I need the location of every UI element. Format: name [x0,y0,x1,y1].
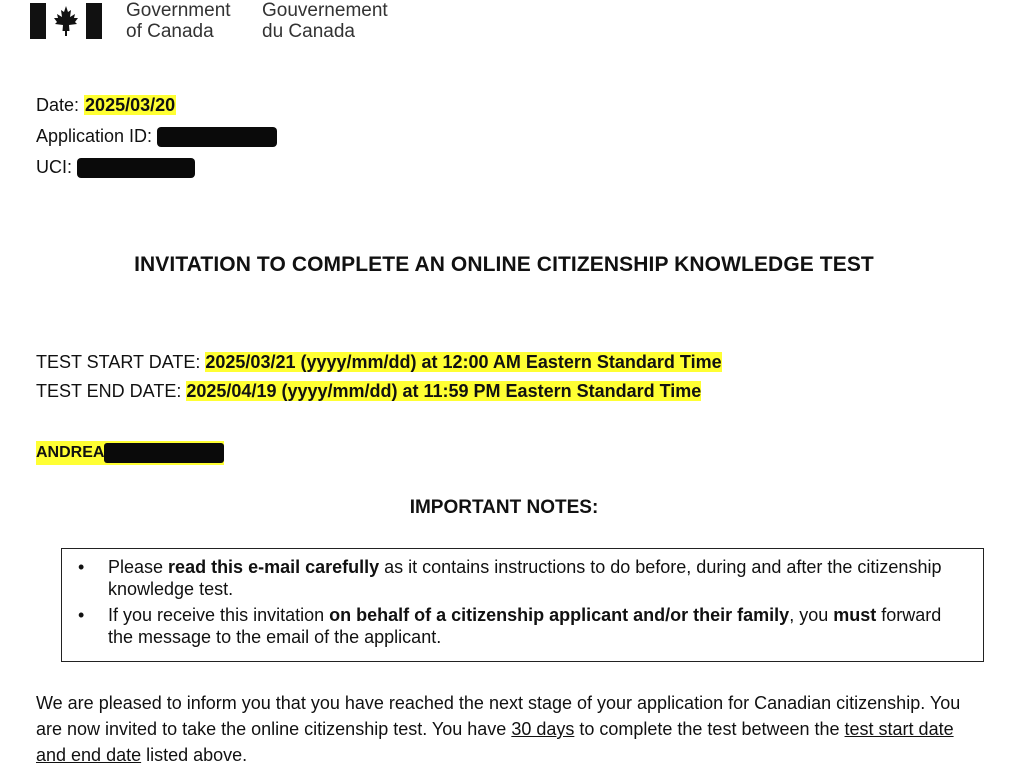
note-item: • If you receive this invitation on behalf of a citizenship applicant and/or their family, you must forward the message to the email of the applicant. [78,605,942,647]
date-value: 2025/03/20 [85,95,176,115]
application-id-redaction [157,127,277,147]
canada-flag-logo [30,3,102,39]
gov-en-line1: Government [126,0,231,21]
page-title: INVITATION TO COMPLETE AN ONLINE CITIZENSHIP KNOWLEDGE TEST [134,253,874,276]
test-start-label: TEST START DATE: [36,352,201,372]
test-start-value: 2025/03/21 (yyyy/mm/dd) at 12:00 AM Eastern Standard Time [205,352,722,372]
flag-bar-left [30,3,46,39]
uci-line [36,156,195,178]
recipient-name-redaction [104,443,224,463]
uci-label: UCI: [36,157,72,177]
gouvernement-du-canada-wordmark [262,0,388,42]
thirty-days-text: 30 days [511,719,575,739]
recipient-name [36,441,224,465]
note-item: • Please read this e-mail carefully as it contains instructions to do before, during and after the citizenship knowledge test. [78,557,942,599]
date-line [36,94,176,116]
date-label: Date: [36,95,80,115]
test-start-date-line [36,351,722,373]
gov-fr-line2: du Canada [262,21,355,42]
bullet-icon: • [78,557,85,577]
maple-leaf-icon [52,5,80,37]
test-end-value: 2025/04/19 (yyyy/mm/dd) at 11:59 PM Eastern Standard Time [186,381,702,401]
test-end-date-line [36,380,701,402]
flag-bar-right [86,3,102,39]
date-range-text: test start date and end date [36,719,954,765]
invitation-paragraph: We are pleased to inform you that you have reached the next stage of your application for Canadian citizenship. You are now invited to take the online citizenship test. You have 30 days to complete the test between the test start date and end date listed above. [36,693,961,765]
important-notes-heading: IMPORTANT NOTES: [409,497,599,518]
important-notes-box [61,548,984,662]
uci-redaction [77,158,195,178]
gov-en-line2: of Canada [126,21,214,42]
application-id-line [36,125,277,147]
application-id-label: Application ID: [36,126,153,146]
recipient-name-visible: ANDREA [36,444,105,462]
gov-fr-line1: Gouvernement [262,0,388,21]
bullet-icon: • [78,605,85,625]
test-end-label: TEST END DATE: [36,381,182,401]
government-of-canada-wordmark [126,0,231,42]
